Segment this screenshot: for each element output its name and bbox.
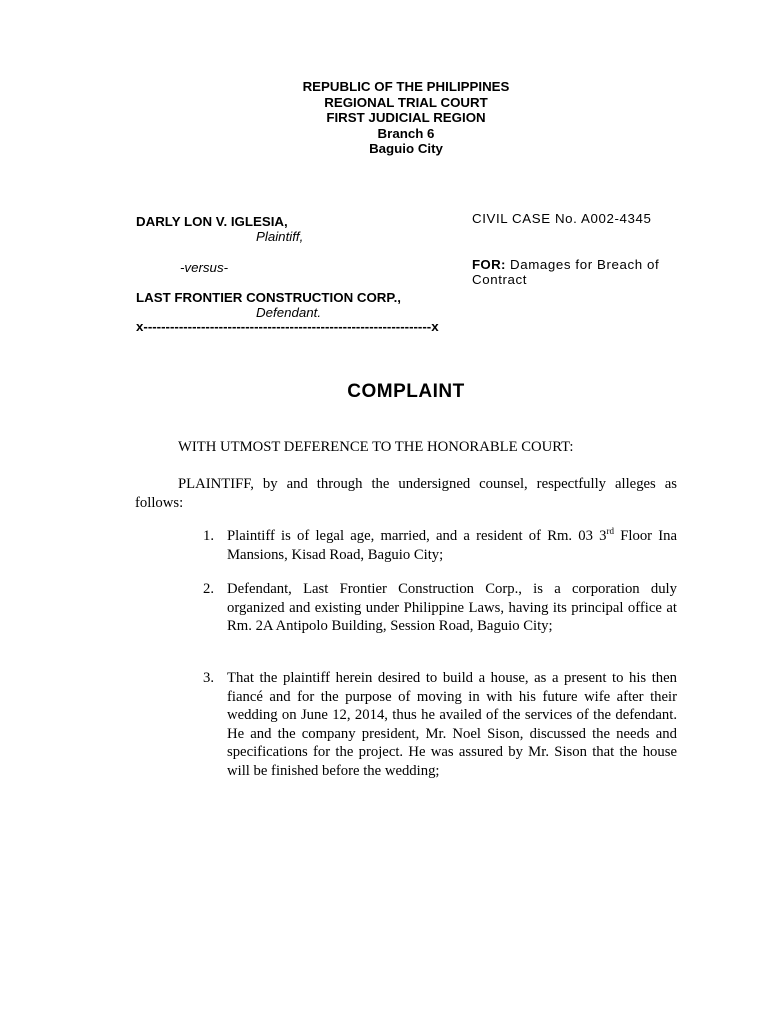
defendant-name: LAST FRONTIER CONSTRUCTION CORP.,	[136, 290, 401, 305]
allegation-3	[204, 669, 677, 781]
document-title: COMPLAINT	[347, 381, 465, 402]
allegation-1	[204, 527, 677, 564]
plaintiff-name: DARLY LON V. IGLESIA,	[136, 214, 288, 229]
allegation-2-number: 2.	[203, 581, 215, 597]
allegation-1-superscript: rd	[606, 526, 615, 536]
court-address-line: WITH UTMOST DEFERENCE TO THE HONORABLE COURT:	[178, 439, 574, 455]
case-for-line	[472, 257, 659, 272]
allegation-2-text: Defendant, Last Frontier Construction Corp., is a corporation duly organized and existing under Philippine Laws, having its principal office at Rm. 2A Antipolo Building, Session Road, Baguio City;	[227, 581, 677, 635]
header-region: FIRST JUDICIAL REGION	[326, 110, 486, 126]
allegation-3-text: That the plaintiff herein desired to build a house, as a present to his then fiancé and for the purpose of moving in with his future wife after their wedding on June 12, 2014, thus he availed of the services of the defendant. He and the company president, Mr. Noel Sison, discussed the needs and specifications for the project. He was assured by Mr. Sison that the house will be finished before the wedding;	[227, 670, 677, 779]
intro-paragraph: PLAINTIFF, by and through the undersigned counsel, respectfully alleges as follows:	[135, 476, 677, 511]
allegation-1-text	[227, 527, 677, 564]
allegation-3-number: 3.	[203, 670, 215, 686]
header-city: Baguio City	[369, 141, 443, 157]
header-court: REGIONAL TRIAL COURT	[324, 94, 488, 110]
header-branch: Branch 6	[377, 125, 435, 141]
court-header	[0, 79, 768, 157]
header-republic: REPUBLIC OF THE PHILIPPINES	[302, 79, 510, 94]
case-number: CIVIL CASE No. A002-4345	[472, 211, 652, 226]
for-text-line1: Damages for Breach of	[510, 257, 660, 272]
defendant-role: Defendant.	[256, 305, 322, 320]
versus-label: -versus-	[180, 260, 229, 275]
plaintiff-role: Plaintiff,	[256, 229, 304, 244]
allegation-2	[204, 580, 677, 636]
allegation-1-text-b: Floor Ina Mansions, Kisad Road, Baguio City;	[227, 528, 677, 563]
for-text-line2: Contract	[472, 272, 528, 287]
allegation-1-number: 1.	[203, 528, 215, 544]
caption-separator: x-----------------------------------------------------------------x	[136, 319, 439, 334]
for-label: FOR:	[472, 257, 506, 272]
allegation-1-text-a: Plaintiff is of legal age, married, and a resident of Rm. 03 3	[227, 528, 607, 544]
